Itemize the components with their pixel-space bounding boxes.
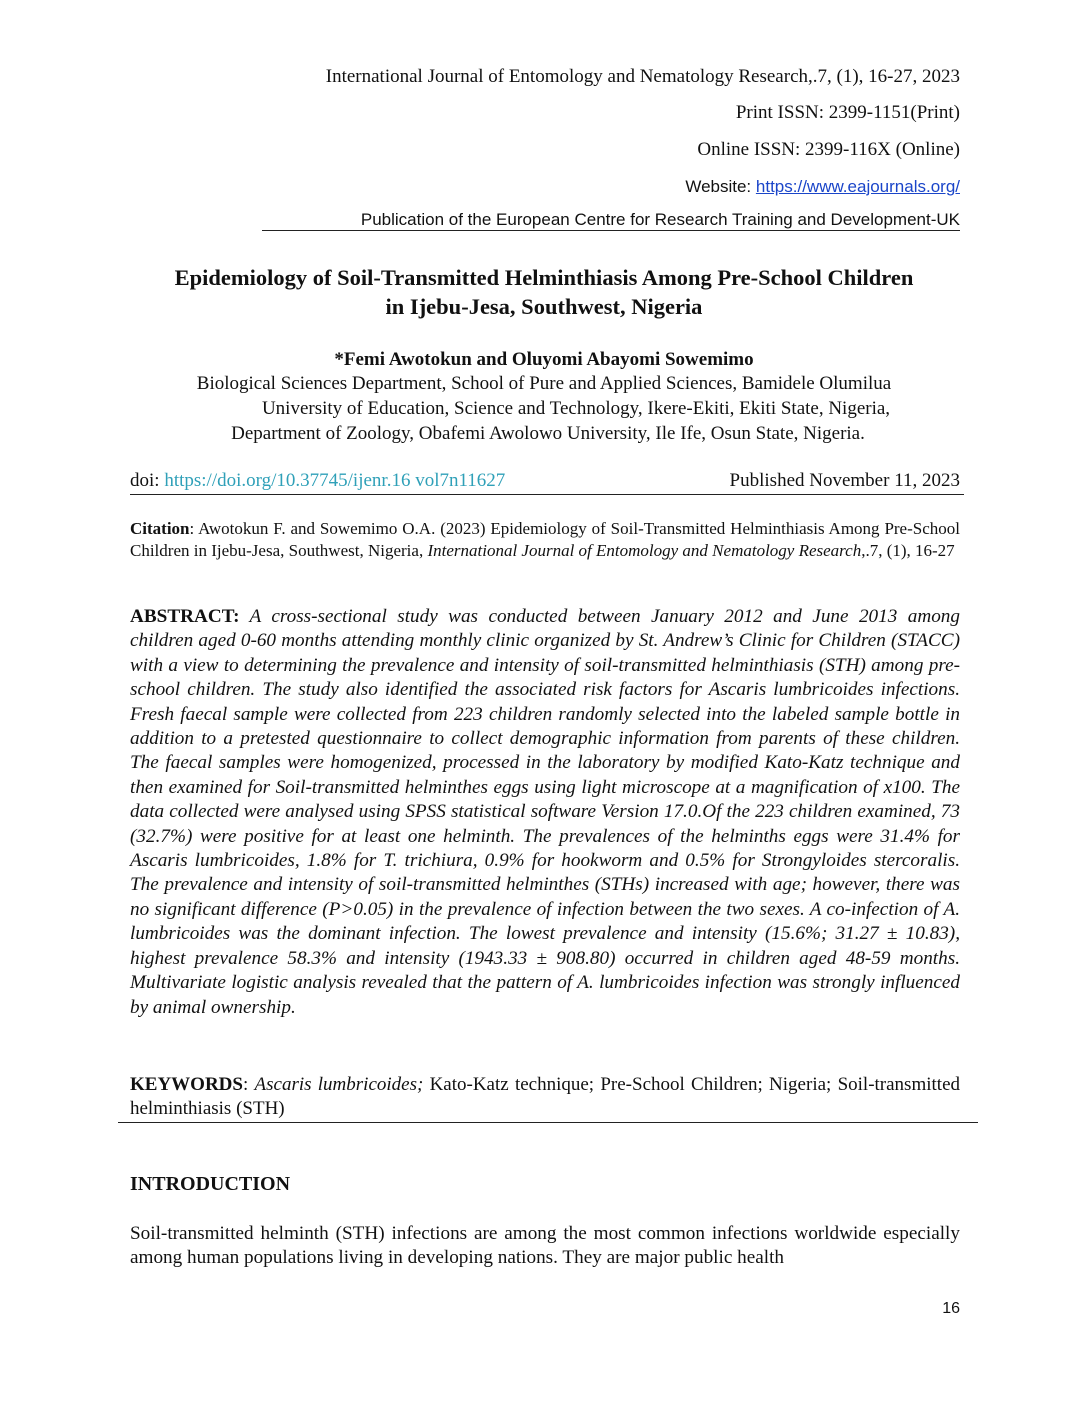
- abstract-text: A cross-sectional study was conducted between January 2012 and June 2013 among children aged 0-60 months attending monthly clinic organized by St. Andrew’s Clinic for Children (STACC) with a view to determining the prevalence and intensity of soil-transmitted helminthiasis (STH) among pre-school children. The study also identified the associated risk factors for Ascaris lumbricoides infections. Fresh faecal sample were collected from 223 children randomly selected into the labeled sample bottle in addition to a pretested questionnaire to collect demographic information from parents of these children. The faecal samples were homogenized, processed in the laboratory by modified Kato-Katz technique and then examined for Soil-transmitted helminthes eggs using light microscope at a magnification of x100. The data collected were analysed using SPSS statistical software Version 17.0.Of the 223 children examined, 73 (32.7%) were positive for at least one helminth. The prevalences of the helminths eggs were 31.4% for Ascaris lumbricoides, 1.8% for T. trichiura, 0.9% for hookworm and 0.5% for Strongyloides stercoralis. The prevalence and intensity of soil-transmitted helminthes (STHs) increased with age; however, there was no significant difference (P>0.05) in the prevalence of infection between the two sexes. A co-infection of A. lumbricoides was the dominant infection. The lowest prevalence and intensity (15.6%; 31.27 ± 10.83), highest prevalence 58.3% and intensity (1943.33 ± 908.80) occurred in children aged 48-59 months. Multivariate logistic analysis revealed that the pattern of A. lumbricoides infection was strongly influenced by animal ownership.: [130, 606, 960, 1018]
- affiliation-line-2: University of Education, Science and Technology, Ikere-Ekiti, Ekiti State, Nigeria,: [261, 398, 891, 419]
- paper-title-line-2: in Ijebu-Jesa, Southwest, Nigeria: [385, 294, 703, 319]
- keywords-rest: Kato-Katz technique; Pre-School Children; Nigeria; Soil-transmitted helminthiasis (STH): [130, 1074, 960, 1119]
- abstract-label: ABSTRACT:: [130, 606, 240, 627]
- paper-title-line-1: Epidemiology of Soil-Transmitted Helminthiasis Among Pre-School Children: [174, 265, 914, 290]
- affiliation-line-3: Department of Zoology, Obafemi Awolowo University, Ile Ife, Osun State, Nigeria.: [231, 423, 865, 444]
- citation-text: : Awotokun F. and Sowemimo O.A. (2023) Epidemiology of Soil-Transmitted Helminthiasis Among Pre-School Children in Ijebu-Jesa, Southwest, Nigeria,: [130, 519, 960, 560]
- citation-label: Citation: [130, 519, 190, 538]
- page-number: 16: [942, 1300, 960, 1317]
- published-date: Published November 11, 2023: [729, 470, 960, 491]
- print-issn: Print ISSN: 2399-1151(Print): [735, 102, 960, 123]
- citation: [130, 518, 960, 562]
- doi-divider: [130, 494, 964, 495]
- keywords-divider: [118, 1122, 978, 1123]
- doi-label: doi:: [130, 470, 165, 491]
- citation-journal: International Journal of Entomology and Nematology Research: [427, 541, 862, 560]
- introduction-paragraph: Soil-transmitted helminth (STH) infections are among the most common infections worldwide especially among human populations living in developing nations. They are major public health: [130, 1223, 960, 1269]
- citation-tail: ,.7, (1), 16-27: [861, 541, 955, 560]
- website-line: [685, 175, 960, 199]
- authors: *Femi Awotokun and Oluyomi Abayomi Sowemimo: [334, 349, 754, 370]
- website-link[interactable]: https://www.eajournals.org/: [755, 177, 960, 196]
- keywords-colon: :: [242, 1074, 255, 1095]
- doi: [130, 469, 505, 493]
- header-divider: [262, 230, 960, 231]
- website-label: Website:: [685, 177, 756, 196]
- doi-link[interactable]: https://doi.org/10.37745/ijenr.16 vol7n11627: [164, 470, 506, 491]
- affiliation-line-1: Biological Sciences Department, School of Pure and Applied Sciences, Bamidele Olumilua: [196, 373, 892, 394]
- keywords: [130, 1073, 960, 1121]
- doi-row: [130, 469, 960, 493]
- journal-citation-line: International Journal of Entomology and Nematology Research,.7, (1), 16-27, 2023: [325, 66, 960, 87]
- abstract: [130, 605, 960, 1020]
- publisher-line: Publication of the European Centre for Research Training and Development-UK: [360, 210, 960, 229]
- keyword-italic: Ascaris lumbricoides;: [254, 1074, 424, 1095]
- online-issn: Online ISSN: 2399-116X (Online): [697, 139, 960, 160]
- keywords-label: KEYWORDS: [130, 1074, 243, 1095]
- introduction-heading: INTRODUCTION: [130, 1173, 291, 1195]
- paper-title: [120, 263, 968, 321]
